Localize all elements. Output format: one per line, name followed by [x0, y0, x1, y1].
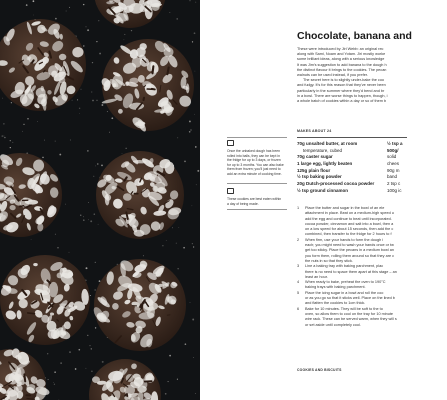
- step-text: When firm, use your hands to form the dough i: [305, 237, 384, 242]
- sugar-speck: [69, 252, 70, 253]
- sugar-speck: [189, 131, 191, 133]
- ingredient-metric: 1 large egg, lightly beaten: [297, 160, 353, 166]
- sugar-speck: [26, 4, 28, 6]
- sugar-speck: [95, 290, 96, 291]
- sugar-speck: [4, 136, 5, 137]
- step-number: 2: [297, 237, 300, 242]
- ingredient-alt: ½ tsp a: [387, 141, 403, 146]
- sugar-speck: [69, 351, 71, 353]
- sugar-speck: [178, 227, 179, 228]
- sugar-speck: [88, 202, 89, 203]
- sugar-speck: [83, 45, 84, 46]
- sugar-speck: [66, 11, 67, 12]
- sugar-speck: [83, 219, 85, 221]
- intro-line: These were introduced by Jiri Webb: an original rec: [297, 47, 384, 51]
- ingredient-alt: 100g ic: [387, 187, 402, 193]
- ingredient-alt: solid: [387, 154, 397, 159]
- ingredient-row: [297, 188, 407, 195]
- side-note-storage: [227, 140, 291, 176]
- method-line: [297, 323, 407, 328]
- ingredients-divider: [297, 137, 407, 138]
- step-text: get too sticky. Place the pecans in a medium bowl an: [305, 248, 394, 253]
- sugar-speck: [2, 135, 4, 137]
- sugar-speck: [12, 142, 13, 143]
- sugar-speck: [195, 146, 197, 148]
- sugar-speck: [190, 129, 191, 130]
- ingredients-list: [297, 141, 407, 195]
- step-text: Bake for 10 minutes. They will be soft to the to: [305, 306, 383, 311]
- ingredient-metric: 70g caster sugar: [297, 154, 333, 159]
- sugar-speck: [90, 295, 91, 296]
- sugar-speck: [184, 161, 186, 163]
- sugar-speck: [192, 41, 193, 42]
- sugar-speck: [95, 166, 96, 167]
- sugar-speck: [55, 18, 57, 20]
- step-text: on a low speed for about 15 seconds, then add the c: [305, 227, 394, 232]
- ingredient-alt-cont: 500g/: [387, 147, 399, 153]
- step-number: 3: [297, 264, 300, 269]
- sugar-speck: [22, 131, 23, 132]
- side-note-line: the fridge for up to 3 days, or frozen: [227, 158, 281, 162]
- side-note-line: a day of being made.: [227, 201, 259, 206]
- step-text: wire rack. These can be served warm, when they will s: [305, 317, 397, 322]
- sugar-speck: [33, 15, 34, 16]
- side-note-line: Once the unbaked dough has been: [227, 149, 280, 153]
- sugar-speck: [101, 165, 103, 167]
- sugar-speck: [192, 319, 194, 321]
- intro-line: in a bowl. There are worse things to happen, though, i: [297, 93, 388, 98]
- step-text: each; you might need to wash your hands once or tw: [305, 243, 394, 248]
- cookie: [0, 255, 90, 345]
- sugar-speck: [90, 220, 92, 222]
- step-text: oven, so allow them to cool on the tray for 10 minute: [305, 311, 394, 316]
- step-text: combined, then transfer to the fridge for 2 hours to f: [305, 232, 392, 237]
- ingredient-row: [297, 174, 407, 181]
- sugar-speck: [122, 153, 123, 154]
- step-text: or set aside until completely cool.: [305, 322, 361, 327]
- sugar-speck: [2, 98, 3, 99]
- ingredient-metric: 70g unsalted butter, at room: [297, 141, 358, 146]
- sugar-speck: [85, 368, 86, 369]
- ingredient-row: [297, 141, 407, 154]
- ingredient-metric: ½ tsp baking powder: [297, 174, 342, 180]
- sugar-speck: [23, 124, 24, 125]
- sugar-speck: [193, 246, 194, 247]
- sugar-speck: [96, 41, 97, 42]
- sugar-speck: [124, 34, 125, 35]
- sugar-speck: [195, 393, 196, 394]
- sugar-speck: [70, 140, 71, 141]
- ingredient-row: [297, 161, 407, 168]
- sugar-speck: [99, 280, 101, 282]
- ingredient-row: [297, 181, 407, 188]
- sugar-speck: [83, 216, 84, 217]
- intro-line: and fudgy. It's for this reason that they've never been: [297, 83, 386, 88]
- sugar-speck: [194, 114, 195, 115]
- step-number: 6: [297, 306, 300, 311]
- side-note-divider: [227, 137, 287, 138]
- sugar-speck: [126, 148, 127, 149]
- side-note-divider: [227, 183, 287, 184]
- sugar-speck: [83, 4, 84, 5]
- sugar-speck: [3, 123, 4, 124]
- sugar-speck: [176, 243, 177, 244]
- intro-line: along with Sami, Noam and Yotam. Jiri mostly worke: [297, 52, 386, 57]
- sugar-speck: [48, 379, 49, 380]
- sugar-speck: [44, 140, 45, 141]
- sugar-speck: [95, 327, 96, 328]
- ingredient-row: [297, 154, 407, 161]
- intro-line: the distinct flavour it brings to the cookies. The pecan: [297, 67, 387, 72]
- sugar-speck: [4, 137, 5, 138]
- sugar-speck: [183, 247, 185, 249]
- cookie: [96, 151, 184, 239]
- sugar-speck: [86, 267, 88, 269]
- sugar-speck: [177, 379, 178, 380]
- sugar-speck: [195, 71, 196, 72]
- sugar-speck: [88, 219, 89, 220]
- step-text: there is no need to space them apart at this stage – an: [305, 269, 397, 274]
- sugar-speck: [185, 343, 187, 345]
- sugar-speck: [60, 362, 61, 363]
- intro-line: It was Jim's suggestion to add banana to the dough h: [297, 62, 387, 67]
- recipe-page: [200, 0, 412, 400]
- sugar-speck: [53, 382, 54, 383]
- sugar-speck: [89, 345, 90, 346]
- sugar-speck: [96, 100, 97, 101]
- sugar-speck: [168, 381, 169, 382]
- sugar-speck: [86, 27, 87, 28]
- intro-line: The secret here is to slightly under-bake the coo: [303, 78, 385, 83]
- sugar-speck: [162, 245, 163, 246]
- ingredient-metric-cont: temperature, cubed: [303, 147, 343, 153]
- sugar-speck: [92, 100, 94, 102]
- sugar-speck: [131, 30, 132, 31]
- sugar-speck: [143, 255, 144, 256]
- sugar-speck: [109, 132, 110, 133]
- recipe-intro: [297, 47, 447, 104]
- sugar-speck: [97, 163, 98, 164]
- step-text: cocoa powder, cinnamon and salt into a bowl, then a: [305, 221, 394, 226]
- sugar-speck: [37, 121, 38, 122]
- sugar-speck: [10, 140, 11, 141]
- step-text: and flatten the cookies to 1cm thick.: [305, 301, 366, 306]
- sugar-speck: [59, 154, 61, 156]
- sugar-speck: [170, 12, 171, 13]
- sugar-speck: [65, 204, 66, 205]
- ingredient-metric: ½ tsp ground cinnamon: [297, 187, 349, 193]
- sugar-speck: [91, 348, 92, 349]
- recipe-title: Chocolate, banana and: [297, 30, 412, 42]
- sugar-speck: [166, 240, 167, 241]
- sugar-speck: [78, 349, 80, 351]
- step-text: least an hour.: [305, 274, 328, 279]
- step-number: 5: [297, 290, 300, 295]
- sugar-speck: [91, 371, 93, 373]
- sugar-speck: [190, 302, 191, 303]
- sugar-speck: [10, 147, 11, 148]
- cookie-photo: [0, 0, 200, 400]
- sugar-speck: [197, 170, 199, 172]
- step-text: baking trays with baking parchment.: [305, 285, 366, 290]
- sugar-speck: [192, 243, 193, 244]
- sugar-speck: [196, 184, 197, 185]
- sugar-speck: [99, 53, 101, 55]
- step-number: 1: [297, 206, 300, 210]
- sugar-speck: [107, 111, 108, 112]
- step-text: When ready to bake, preheat the oven to 190°C: [305, 280, 386, 285]
- sugar-speck: [31, 239, 32, 240]
- sugar-speck: [47, 353, 48, 354]
- sugar-speck: [79, 113, 80, 114]
- step-text: Place the butter and sugar in the bowl of an ele: [305, 206, 385, 210]
- sugar-speck: [124, 39, 125, 40]
- sugar-speck: [98, 20, 99, 21]
- sugar-speck: [42, 157, 44, 159]
- intro-line: walnuts can be used instead, if you prefer.: [297, 73, 368, 78]
- ingredient-alt: chees: [387, 160, 400, 166]
- step-text: add the egg and continue to beat until incorporated.: [305, 216, 392, 221]
- sugar-speck: [54, 384, 55, 385]
- sugar-speck: [57, 247, 58, 248]
- sugar-speck: [98, 224, 99, 225]
- step-number: 4: [297, 280, 300, 285]
- method-steps: [297, 206, 407, 328]
- sugar-speck: [169, 355, 171, 357]
- sugar-speck: [172, 227, 173, 228]
- sugar-speck: [177, 137, 178, 138]
- sugar-speck: [11, 102, 12, 103]
- ingredient-alt: band: [387, 174, 398, 180]
- sugar-speck: [72, 100, 73, 101]
- sugar-speck: [94, 213, 96, 215]
- sugar-speck: [33, 0, 35, 2]
- sugar-speck: [27, 118, 29, 120]
- section-footer: COOKIES AND BISCUITS: [297, 368, 342, 372]
- sugar-speck: [176, 18, 178, 20]
- sugar-speck: [192, 205, 193, 206]
- sugar-speck: [101, 104, 103, 106]
- sugar-speck: [77, 99, 78, 100]
- sugar-speck: [95, 262, 96, 263]
- sugar-speck: [54, 371, 56, 373]
- note-icon: [227, 140, 234, 146]
- sugar-speck: [79, 108, 80, 109]
- ingredient-metric: 20g Dutch-processed cocoa powder: [297, 181, 375, 187]
- step-text: attachment in place. Beat on a medium-high speed u: [305, 211, 394, 216]
- sugar-speck: [193, 357, 194, 358]
- side-note-line: them from frozen; you'll just need to: [227, 167, 281, 171]
- sugar-speck: [189, 120, 191, 122]
- sugar-speck: [194, 32, 196, 34]
- sugar-speck: [102, 361, 104, 363]
- step-text: or as you go so that it sticks well. Place on the lined b: [305, 296, 395, 301]
- sugar-speck: [55, 141, 56, 142]
- sugar-speck: [91, 92, 92, 93]
- sugar-speck: [93, 176, 94, 177]
- sugar-speck: [178, 268, 179, 269]
- intro-line: some brilliant ideas, along with a serious knowledge: [297, 57, 385, 62]
- intro-line: particularly in the summer where they'd bend and br: [297, 88, 385, 93]
- sugar-speck: [80, 89, 81, 90]
- sugar-speck: [55, 234, 56, 235]
- sugar-speck: [75, 368, 77, 370]
- step-text: Line a baking tray with baking parchment, plac: [305, 264, 384, 269]
- ingredient-alt: 90g m: [387, 167, 400, 173]
- intro-line: a whole batch of cookies within a day or so of them b: [297, 99, 387, 104]
- side-note-divider: [227, 209, 287, 210]
- sugar-speck: [69, 7, 70, 8]
- makes-label: MAKES ABOUT 24: [297, 129, 332, 133]
- sugar-speck: [80, 215, 81, 216]
- side-note-line: add an extra minute of cooking time.: [227, 171, 282, 176]
- sugar-speck: [165, 393, 167, 395]
- side-note-line: for up to 3 months. You can also bake: [227, 162, 284, 167]
- sugar-speck: [189, 0, 190, 1]
- sugar-speck: [92, 62, 93, 63]
- ingredient-metric: 125g plain flour: [297, 167, 331, 173]
- ingredient-alt: 2 tsp c: [387, 181, 401, 187]
- side-note-serving: [227, 188, 291, 206]
- step-text: the nuts in so that they stick.: [305, 258, 353, 263]
- step-text: you form them, rolling them around so that they are c: [305, 253, 395, 258]
- side-note-line: rolled into balls, they can be kept in: [227, 153, 280, 158]
- sugar-speck: [87, 29, 89, 31]
- sugar-speck: [195, 2, 196, 3]
- side-note-line: These cookies are best eaten within: [227, 197, 282, 201]
- step-text: Place the icing sugar in a bowl and roll the coo: [305, 290, 384, 295]
- sugar-speck: [87, 150, 88, 151]
- sugar-speck: [111, 117, 113, 119]
- note-icon: [227, 188, 234, 194]
- cookie-photo-art: [0, 0, 200, 400]
- sugar-speck: [87, 335, 88, 336]
